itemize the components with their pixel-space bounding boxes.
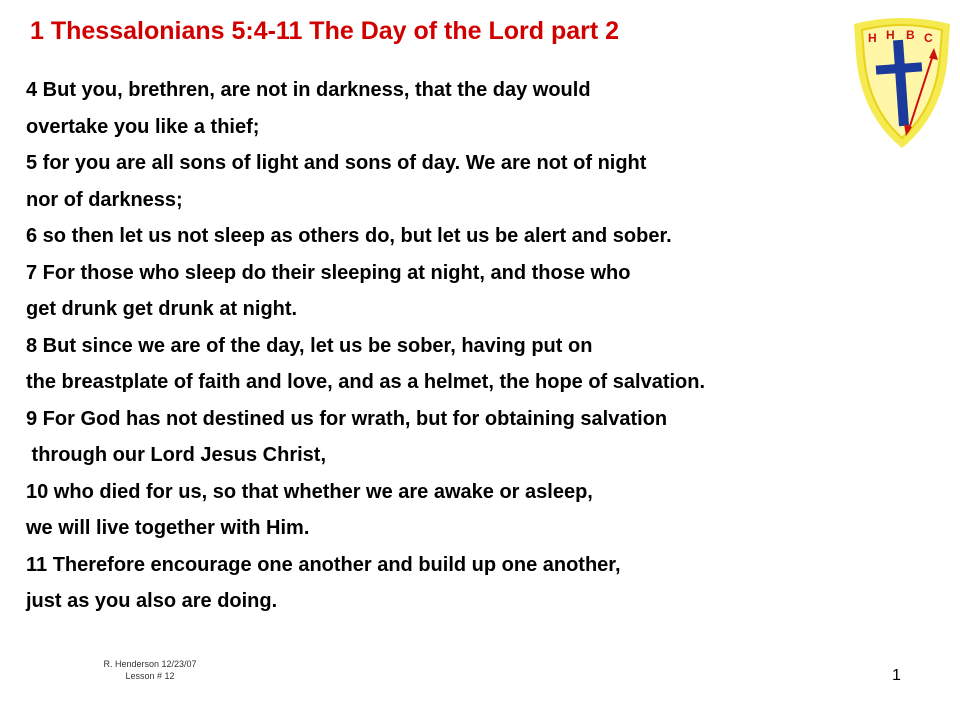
footer-note xyxy=(80,658,220,682)
logo-letter: C xyxy=(924,31,933,45)
hhbc-logo xyxy=(848,14,956,152)
logo-letter: H xyxy=(868,31,877,45)
verse-line: 7 For those who sleep do their sleeping at night, and those who xyxy=(26,261,631,284)
verse-line: 5 for you are all sons of light and sons of day. We are not of night xyxy=(26,152,647,174)
slide-title: 1 Thessalonians 5:4-11 The Day of the Lord part 2 xyxy=(30,17,620,45)
verse-line: the breastplate of faith and love, and as a helmet, the hope of salvation. xyxy=(26,371,706,393)
verse-line: we will live together with Him. xyxy=(26,517,310,539)
verse-line: 11 Therefore encourage one another and build up one another, xyxy=(26,553,621,576)
verse-line: get drunk get drunk at night. xyxy=(26,298,298,320)
verse-line: just as you also are doing. xyxy=(26,590,278,612)
verse-line: 6 so then let us not sleep as others do, but let us be alert and sober. xyxy=(26,225,672,247)
scripture-text xyxy=(26,72,946,620)
logo-letter: B xyxy=(906,28,915,42)
verse-line: overtake you like a thief; xyxy=(26,115,260,138)
verse-line: 4 But you, brethren, are not in darkness, that the day would xyxy=(26,79,591,101)
verse-line: through our Lord Jesus Christ, xyxy=(26,444,327,466)
verse-line: 8 But since we are of the day, let us be sober, having put on xyxy=(26,334,593,357)
verse-line: 9 For God has not destined us for wrath, but for obtaining salvation xyxy=(26,407,668,430)
footer-author: R. Henderson 12/23/07 xyxy=(103,659,197,669)
page-number: 1 xyxy=(892,667,901,684)
verse-line: nor of darkness; xyxy=(26,188,183,211)
footer-lesson: Lesson # 12 xyxy=(125,671,175,681)
verse-line: 10 who died for us, so that whether we are awake or asleep, xyxy=(26,480,593,503)
logo-letter: H xyxy=(886,28,895,42)
